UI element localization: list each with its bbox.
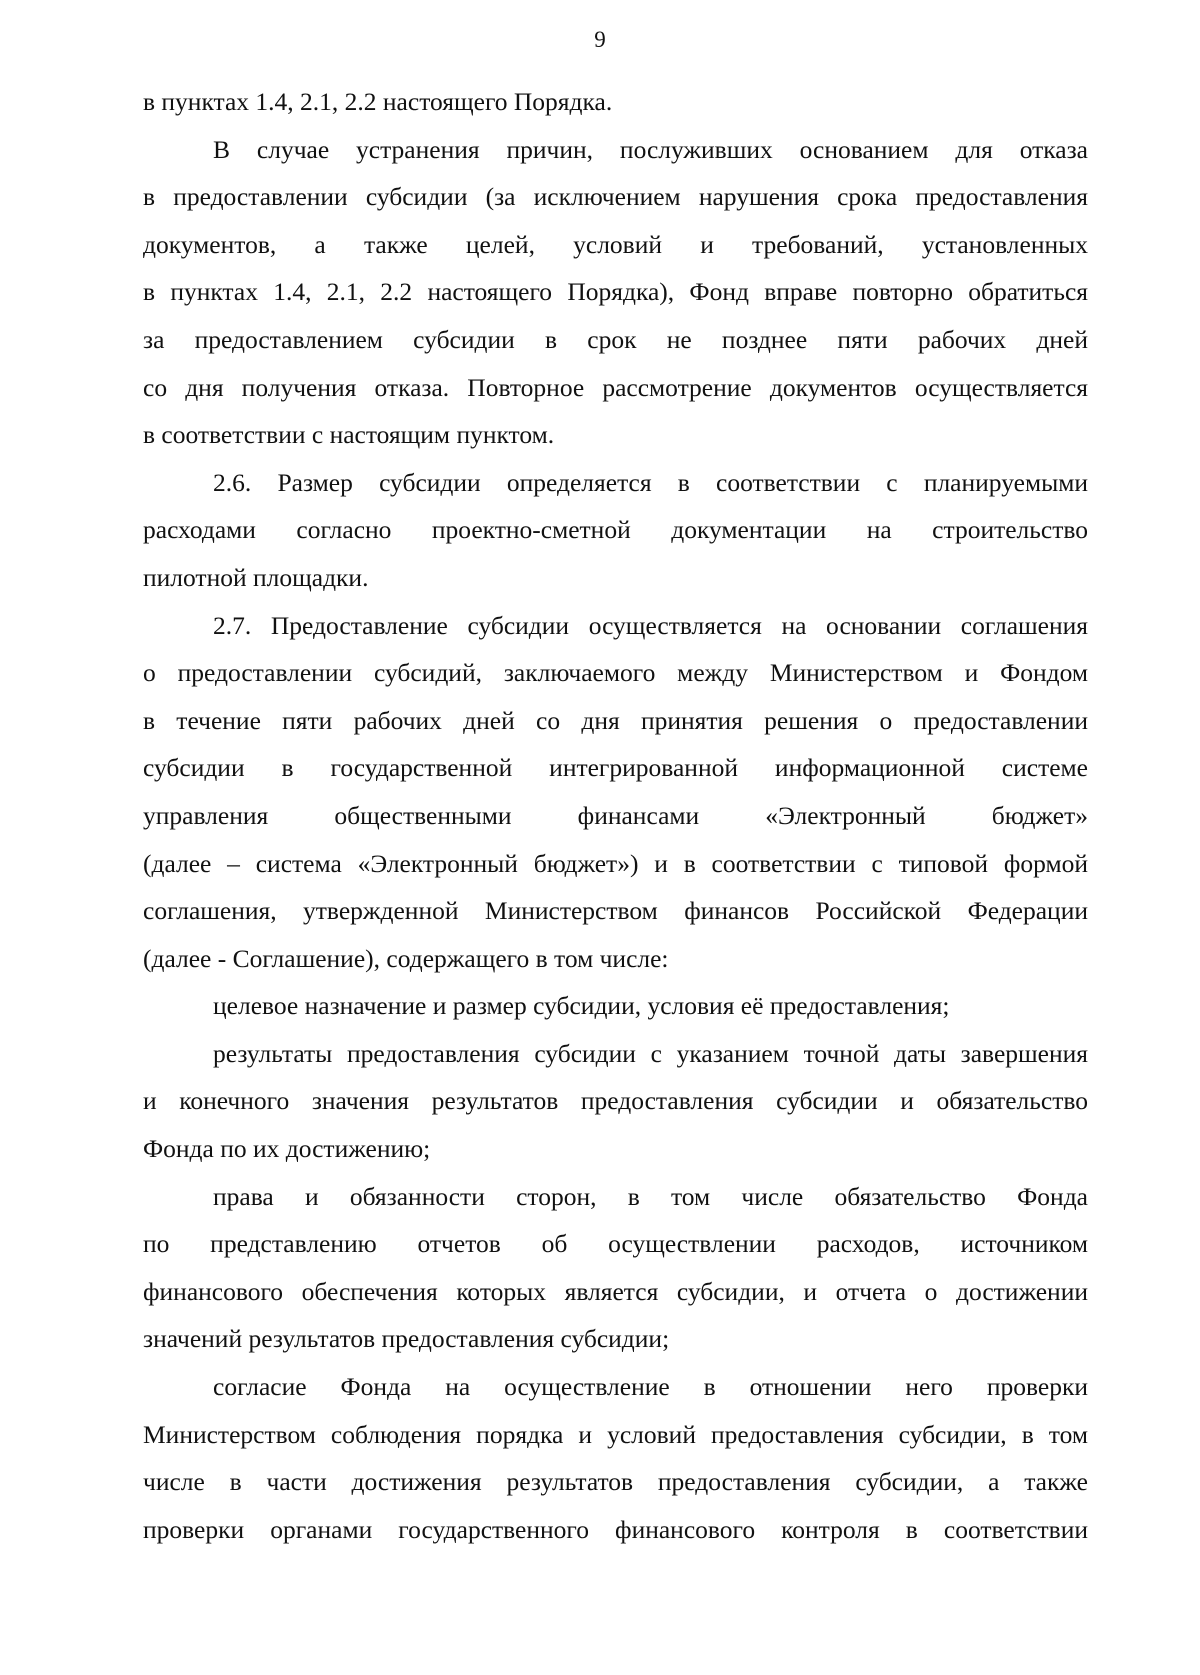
text-line: за предоставлением субсидии в срок не позднее пяти рабочих дней [143, 324, 1088, 354]
text-line: 2.6. Размер субсидии определяется в соответствии с планируемыми [213, 467, 1088, 497]
text-line: проверки органами государственного финансового контроля в соответствии [143, 1514, 1088, 1544]
text-line: по представлению отчетов об осуществлении расходов, источником [143, 1229, 1088, 1259]
text-line: управления общественными финансами «Электронный бюджет» [143, 800, 1088, 830]
text-line: в пунктах 1.4, 2.1, 2.2 настоящего Порядка. [143, 87, 613, 116]
text-line: 2.7. Предоставление субсидии осуществляется на основании соглашения [213, 610, 1088, 640]
text-line: (далее - Соглашение), содержащего в том числе: [143, 943, 669, 973]
text-line: согласие Фонда на осуществление в отношении него проверки [213, 1372, 1088, 1402]
text-line: В случае устранения причин, послуживших основанием для отказа [213, 134, 1088, 164]
text-line: результаты предоставления субсидии с указанием точной даты завершения [213, 1038, 1088, 1068]
text-line: (далее – система «Электронный бюджет») и в соответствии с типовой формой [143, 848, 1088, 878]
text-line: Фонда по их достижению; [143, 1134, 431, 1164]
text-line: расходами согласно проектно-сметной документации на строительство [143, 515, 1088, 545]
text-line: в течение пяти рабочих дней со дня принятия решения о предоставлении [143, 705, 1088, 735]
text-line: документов, а также целей, условий и требований, установленных [143, 229, 1088, 259]
text-line: в соответствии с настоящим пунктом. [143, 420, 555, 450]
text-line: со дня получения отказа. Повторное рассмотрение документов осуществляется [143, 372, 1088, 402]
text-line: целевое назначение и размер субсидии, условия её предоставления; [213, 991, 950, 1021]
text-line: права и обязанности сторон, в том числе обязательство Фонда [213, 1181, 1088, 1211]
text-line: Министерством соблюдения порядка и условий предоставления субсидии, в том [143, 1419, 1088, 1449]
text-line: соглашения, утвержденной Министерством финансов Российской Федерации [143, 896, 1088, 926]
text-line: и конечного значения результатов предоставления субсидии и обязательство [143, 1086, 1088, 1116]
text-line: субсидии в государственной интегрированной информационной системе [143, 753, 1088, 783]
text-line: в пунктах 1.4, 2.1, 2.2 настоящего Порядка), Фонд вправе повторно обратиться [143, 277, 1088, 307]
document-body [143, 78, 1088, 1553]
text-line: числе в части достижения результатов предоставления субсидии, а также [143, 1467, 1088, 1497]
text-line: в предоставлении субсидии (за исключением нарушения срока предоставления [143, 182, 1088, 212]
text-line: значений результатов предоставления субсидии; [143, 1324, 670, 1354]
text-line: финансового обеспечения которых является субсидии, и отчета о достижении [143, 1276, 1088, 1306]
text-line: о предоставлении субсидий, заключаемого между Министерством и Фондом [143, 658, 1088, 688]
text-line: пилотной площадки. [143, 562, 369, 592]
page-number: 9 [594, 27, 606, 52]
